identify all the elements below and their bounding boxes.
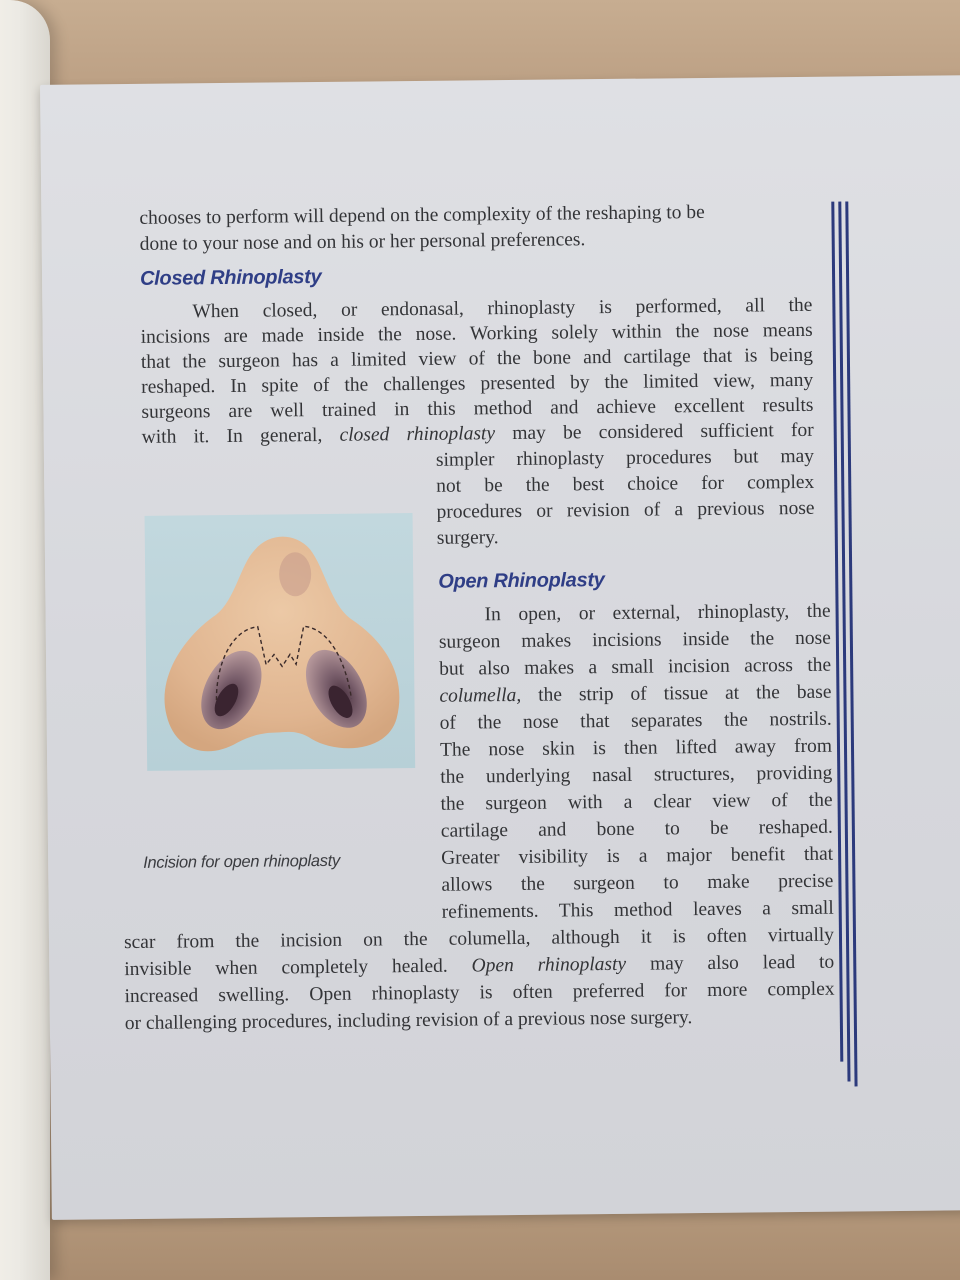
open-full-line-2-end: may also lead to [626,951,835,975]
intro-line-1: chooses to perform will depend on the complexity of the reshaping to be [139,201,705,229]
open-line-4 [439,680,831,710]
open-line-8: the surgeon with a clear view of the [440,789,833,815]
closed-line-1: When closed, or endonasal, rhinoplasty is performed, all the [192,294,813,323]
open-full-line-3: increased swelling. Open rhinoplasty is often preferred for more complex [124,978,835,1008]
closed-line-4: reshaped. In spite of the challenges presented by the limited view, many [141,369,814,398]
open-line-5: of the nose that separates the nostrils. [439,708,832,734]
open-full-line-1: scar from the incision on the columella, although it is often virtually [123,924,835,954]
closed-line-2: incisions are made inside the nose. Working solely within the nose means [140,319,813,348]
closed-line-6-end: may be considered sufficient for [494,419,814,445]
intro-line-2: done to your nose and on his or her personal preferences. [139,229,586,255]
columella-emphasis: columella, [439,684,522,707]
open-full-line-2-start: invisible when completely healed. [124,955,472,981]
open-line-4-end: the strip of tissue at the base [521,681,832,706]
closed-rhinoplasty-emphasis: closed rhinoplasty [339,423,496,446]
heading-open-rhinoplasty: Open Rhinoplasty [438,569,605,593]
open-line-6: The nose skin is then lifted away from [439,735,833,761]
closed-right-line-3: procedures or revision of a previous nose [436,497,815,523]
closed-line-6-start: with it. In general, [141,424,340,448]
heading-closed-rhinoplasty: Closed Rhinoplasty [139,265,322,290]
figure-caption: Incision for open rhinoplasty [143,851,341,872]
nose-underside-drawing [145,513,416,771]
closed-right-line-4: surgery. [436,527,499,549]
open-line-1: In open, or external, rhinoplasty, the [484,600,831,626]
closed-line-3: that the surgeon has a limited view of the bone and cartilage that is being [140,344,814,373]
closed-line-5: surgeons are well trained in this method and achieve excellent results [141,394,814,423]
open-line-7: the underlying nasal structures, providing [440,762,833,788]
open-full-line-4: or challenging procedures, including revision of a previous nose surgery. [124,1007,693,1035]
nose-illustration [145,513,416,771]
open-line-2: surgeon makes incisions inside the nose [438,627,831,653]
open-rhinoplasty-emphasis: Open rhinoplasty [471,953,627,977]
open-line-9: cartilage and bone to be reshaped. [440,816,833,842]
open-line-11: allows the surgeon to make precise [441,870,834,896]
book-page [40,75,960,1220]
closed-right-line-1: simpler rhinoplasty procedures but may [435,445,815,471]
open-line-3: but also makes a small incision across the [439,654,832,680]
open-line-10: Greater visibility is a major benefit that [441,843,834,869]
closed-right-line-2: not be the best choice for complex [436,471,815,497]
open-line-12: refinements. This method leaves a small [441,897,834,923]
